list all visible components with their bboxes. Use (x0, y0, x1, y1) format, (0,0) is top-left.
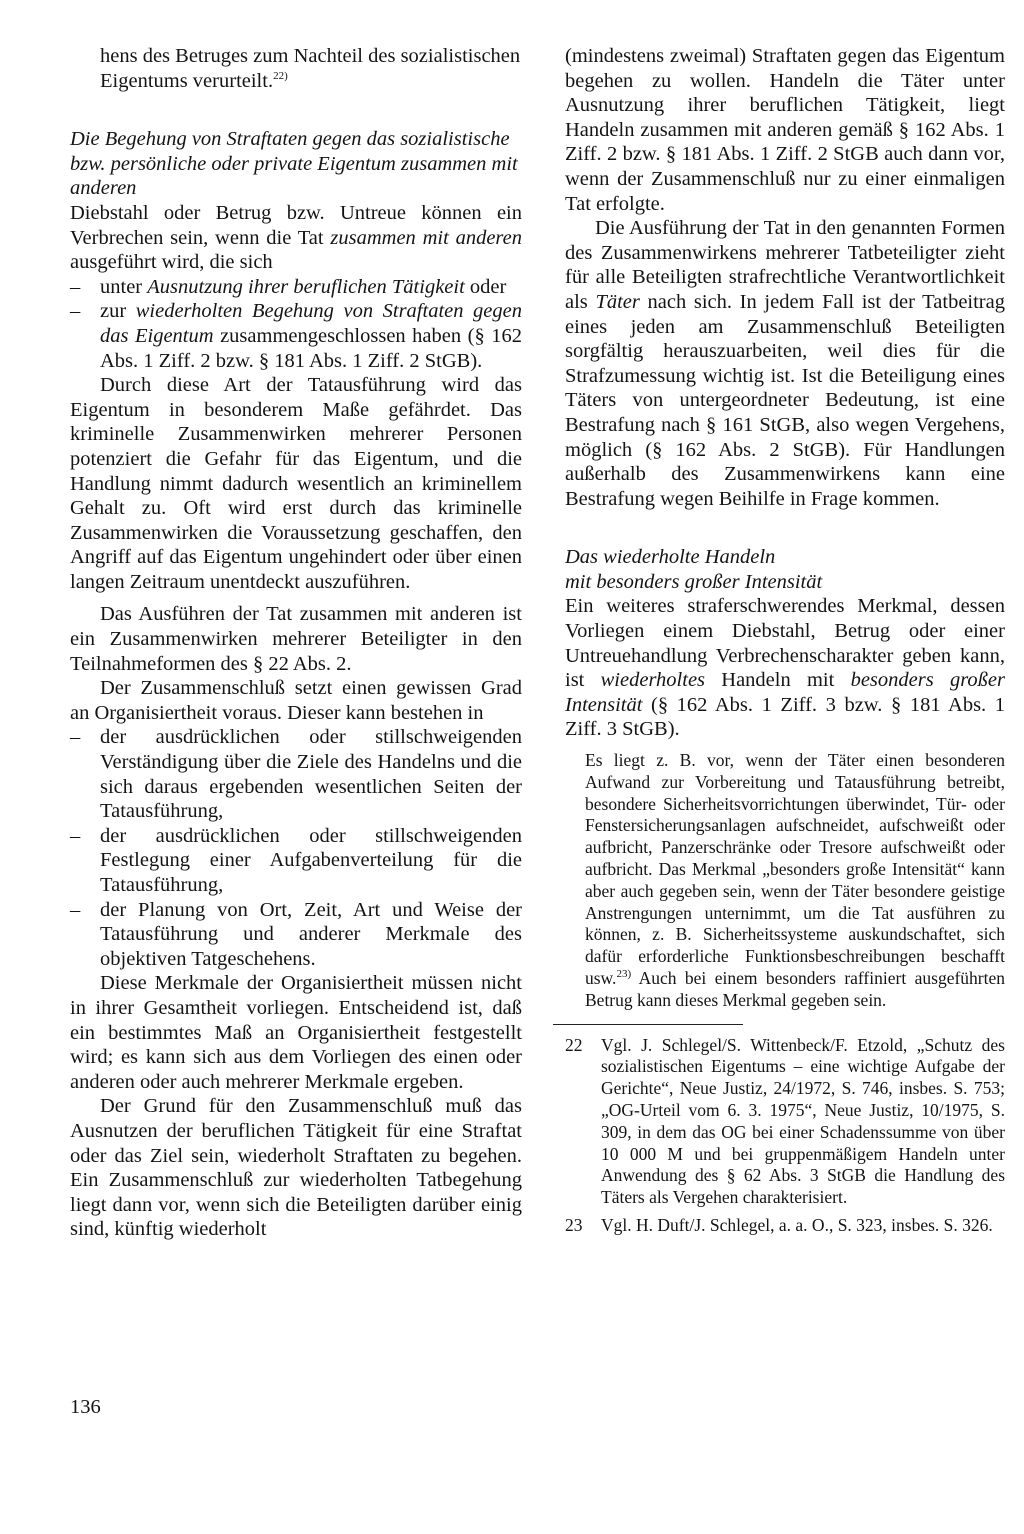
paragraph: Der Zusammenschluß setzt einen gewissen Grad an Organisiertheit voraus. Dieser kann bestehen in (70, 677, 522, 724)
paragraph (565, 594, 1005, 742)
left-column (70, 44, 522, 1242)
text-run: Handeln mit (705, 669, 851, 692)
emphasis: Ausnutzung ihrer beruflichen Tätigkeit (147, 275, 465, 298)
quote-text: hens des Betruges zum Nachteil des sozialistischen Eigentums verurteilt. (100, 45, 521, 92)
section-heading-zusammen: Die Begehung von Straftaten gegen das sozialistische bzw. persönliche oder private Eigentum zusammen mit anderen (70, 128, 518, 200)
emphasis: besonders großer Intensität (565, 669, 1005, 716)
text-run: (§ 162 Abs. 1 Ziff. 3 bzw. § 181 Abs. 1 Ziff. 3 StGB). (565, 693, 1005, 741)
paragraph (565, 216, 1005, 511)
footnote-text: Vgl. H. Duft/J. Schlegel, a. a. O., S. 323, insbes. S. 326. (601, 1214, 993, 1235)
emphasis: wiederholten Begehung von Straftaten gegen das Eigentum (100, 300, 522, 347)
footnote-23 (565, 1215, 1005, 1237)
footnote-number: 22 (565, 1034, 583, 1055)
footnote-22 (565, 1035, 1005, 1209)
footnote-ref-23[interactable]: 23) (616, 968, 632, 981)
paragraph: Diese Merkmale der Organisiertheit müssen nicht in ihrer Gesamtheit vorliegen. Entscheidend ist, daß ein bestimmtes Maß an Organisiertheit festgestellt wird; es kann sich aus dem Vorliegen des einen oder anderen oder auch mehrerer Merkmale ergeben. (70, 972, 522, 1093)
text-run: oder (464, 275, 507, 298)
text-run: zusammengeschlossen haben (§ 162 Abs. 1 Ziff. 2 bzw. § 181 Abs. 1 Ziff. 2 StGB). (100, 324, 522, 372)
emphasis: zusammen mit anderen (330, 226, 522, 249)
section-heading-intensitaet (565, 545, 1005, 594)
emphasis: wiederholtes (600, 669, 706, 692)
text-run: nach sich. In jedem Fall ist der Tatbeitrag eines jeden am Zusammenschluß Beteiligten sorgfältig herauszuarbeiten, weil dies für die Strafzumessung wichtig ist. Ist die Beteiligung eines Täters von untergeordneter Bedeutung, ist eine Bestrafung nach § 161 StGB, also wegen Vergehens, möglich (§ 162 Abs. 2 StGB). Für Handlungen außerhalb des Zusammenwirkens kann eine Bestrafung wegen Beihilfe in Frage kommen. (565, 290, 1005, 510)
dash-list (70, 275, 522, 373)
heading-line: Das wiederholte Handeln (565, 546, 776, 569)
example-block (565, 750, 1005, 1012)
text-run: ausgeführt wird, die sich (70, 251, 273, 274)
text-run: Die Ausführung der Tat in den genannten Formen des Zusammenwirkens mehrerer Tatbeteiligter zieht für alle Beteiligten strafrechtliche Verantwortlichkeit als (565, 217, 1005, 313)
footnote-text: Vgl. J. Schlegel/S. Wittenbeck/F. Etzold, „Schutz des sozialistischen Eigentums – eine wichtige Aufgabe der Gerichte“, Neue Justiz, 24/1972, S. 746, insbes. S. 753; „OG-Urteil vom 6. 3. 1975“, Neue Justiz, 10/1975, S. 309, in dem das OG bei einer Schadenssumme von über 10 000 M und bei gruppenmäßigem Handeln unter Anwendung des § 62 Abs. 3 StGB die Handlung des Täters als Vergehen charakterisiert. (601, 1034, 1005, 1208)
page-number: 136 (70, 1396, 101, 1418)
text-run: Ein weiteres straferschwerendes Merkmal, dessen Vorliegen einem Diebstahl, Betrug oder einer Untreuehandlung Verbrechenscharakter geben kann, ist (565, 595, 1005, 692)
footnote-number: 23 (565, 1214, 583, 1235)
text-run: Diebstahl oder Betrug bzw. Untreue können ein Verbrechen sein, wenn die Tat (70, 201, 522, 249)
paragraph (70, 201, 522, 275)
list-item: – der ausdrücklichen oder stillschweigenden Festlegung einer Aufgabenverteilung für die Tatausführung, (70, 824, 522, 898)
paragraph: (mindestens zweimal) Straftaten gegen das Eigentum begehen zu wollen. Handeln die Täter unter Ausnutzung ihrer beruflichen Tätigkeit, liegt Handeln zusammen mit anderen gemäß § 162 Abs. 1 Ziff. 2 bzw. § 181 Abs. 1 Ziff. 2 StGB auch dann vor, wenn der Zusammenschluß nur zu einer einmaligen Tat erfolgte. (565, 45, 1005, 215)
text-run: Es liegt z. B. vor, wenn der Täter einen besonderen Aufwand zur Vorbereitung und Tatausführung betreibt, besondere Sicherheitsvorrichtungen überwindet, Tür- oder Fenstersicherungsanlagen aufschneidet, aufschweißt oder aufbricht, Panzerschränke oder Tresore aufschweißt oder aufbricht. Das Merkmal „besonders große Intensität“ kann aber auch gegeben sein, wenn der Täter besondere geistige Anstrengungen unternimmt, um die Tat ausführen zu können, z. B. Sicherheitssysteme auskundschaftet, sich dafür erforderliche Funktionsbeschreibungen beschafft usw. (585, 750, 1005, 988)
footnote-divider (553, 1024, 743, 1025)
list-item (70, 299, 522, 373)
paragraph: Das Ausführen der Tat zusammen mit anderen ist ein Zusammenwirken mehrerer Beteiligter in den Teilnahmeformen des § 22 Abs. 2. (70, 603, 522, 675)
small-paragraph (585, 750, 1005, 1012)
list-item: – der Planung von Ort, Zeit, Art und Weise der Tatausführung und anderer Merkmale des objektiven Tatgeschehens. (70, 898, 522, 972)
footnotes (565, 1035, 1005, 1237)
text-run: Auch bei einem besonders raffiniert ausgeführten Betrug kann dieses Merkmal gegeben sein. (585, 968, 1005, 1010)
right-column (565, 44, 1005, 1237)
emphasis: Täter (595, 290, 640, 313)
continued-quote (100, 44, 522, 93)
footnote-ref-22[interactable]: 22) (273, 69, 288, 82)
paragraph: Der Grund für den Zusammenschluß muß das Ausnutzen der beruflichen Tätigkeit für eine Straftat oder das Ziel sein, wiederholt Straftaten zu begehen. Ein Zusammenschluß zur wiederholten Tatbegehung liegt dann vor, wenn sich die Beteiligten darüber einig sind, künftig wiederholt (70, 1095, 522, 1241)
list-item (70, 275, 522, 300)
dash-list (70, 725, 522, 971)
list-item: – der ausdrücklichen oder stillschweigenden Verständigung über die Ziele des Handelns und die sich daraus ergebenden wesentlichen Seiten der Tatausführung, (70, 725, 522, 823)
heading-line: mit besonders großer Intensität (565, 570, 823, 593)
text-run: unter (100, 275, 148, 298)
paragraph: Durch diese Art der Tatausführung wird das Eigentum in besonderem Maße gefährdet. Das kriminelle Zusammenwirken mehrerer Personen potenziert die Gefahr für das Eigentum, und die Handlung nimmt dadurch wesentlich an kriminellem Gehalt zu. Oft wird erst durch das kriminelle Zusammenwirken die Voraussetzung geschaffen, den Angriff auf das Eigentum ungehindert oder über einen langen Zeitraum unentdeckt auszuführen. (70, 374, 522, 593)
text-run: zur (100, 300, 136, 323)
